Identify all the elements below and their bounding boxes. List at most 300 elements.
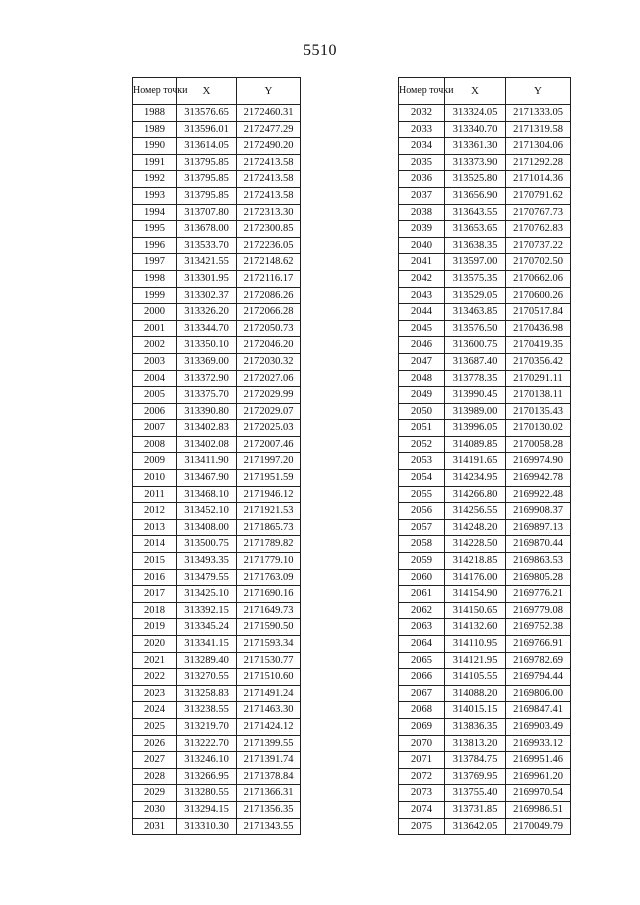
table-row	[399, 652, 571, 669]
cell-point-number: 2038	[399, 204, 445, 221]
cell-x: 313289.40	[177, 652, 237, 669]
cell-y: 2171530.77	[237, 652, 301, 669]
cell-x: 313219.70	[177, 718, 237, 735]
cell-y: 2172029.99	[237, 387, 301, 404]
cell-y: 2169794.44	[506, 669, 571, 686]
cell-y: 2171292.28	[506, 154, 571, 171]
page-number: 5510	[303, 42, 337, 59]
cell-x: 313707.80	[177, 204, 237, 221]
table-row	[399, 337, 571, 354]
cell-point-number: 2008	[133, 436, 177, 453]
cell-x: 313302.37	[177, 287, 237, 304]
cell-x: 313369.00	[177, 353, 237, 370]
cell-point-number: 2055	[399, 486, 445, 503]
cell-point-number: 1993	[133, 187, 177, 204]
cell-x: 314150.65	[445, 602, 506, 619]
cell-x: 313643.55	[445, 204, 506, 221]
cell-y: 2172007.46	[237, 436, 301, 453]
table-row	[133, 619, 301, 636]
table-row	[399, 121, 571, 138]
table-row	[399, 370, 571, 387]
cell-y: 2172066.28	[237, 304, 301, 321]
table-row	[133, 387, 301, 404]
table-row	[399, 553, 571, 570]
cell-point-number: 2040	[399, 237, 445, 254]
cell-point-number: 2049	[399, 387, 445, 404]
cell-y: 2172027.06	[237, 370, 301, 387]
table-row	[399, 204, 571, 221]
cell-x: 314228.50	[445, 536, 506, 553]
cell-point-number: 2050	[399, 403, 445, 420]
table-row	[399, 569, 571, 586]
cell-x: 313361.30	[445, 138, 506, 155]
cell-point-number: 2010	[133, 470, 177, 487]
table-row	[399, 154, 571, 171]
cell-y: 2170767.73	[506, 204, 571, 221]
table-row	[399, 304, 571, 321]
table-row	[133, 353, 301, 370]
cell-y: 2171649.73	[237, 602, 301, 619]
table-row	[133, 718, 301, 735]
cell-y: 2169776.21	[506, 586, 571, 603]
cell-point-number: 1999	[133, 287, 177, 304]
cell-y: 2169766.91	[506, 636, 571, 653]
table-row	[133, 602, 301, 619]
cell-point-number: 2060	[399, 569, 445, 586]
cell-x: 313996.05	[445, 420, 506, 437]
cell-point-number: 1990	[133, 138, 177, 155]
cell-point-number: 2046	[399, 337, 445, 354]
cell-y: 2172413.58	[237, 154, 301, 171]
cell-y: 2172490.20	[237, 138, 301, 155]
header-y: Y	[506, 78, 571, 105]
cell-x: 313258.83	[177, 685, 237, 702]
table-row	[133, 519, 301, 536]
cell-x: 313596.01	[177, 121, 237, 138]
cell-x: 313500.75	[177, 536, 237, 553]
cell-x: 313344.70	[177, 320, 237, 337]
table-row	[133, 735, 301, 752]
cell-y: 2170291.11	[506, 370, 571, 387]
cell-x: 313769.95	[445, 768, 506, 785]
cell-y: 2172236.05	[237, 237, 301, 254]
cell-y: 2169903.49	[506, 718, 571, 735]
cell-x: 313345.24	[177, 619, 237, 636]
cell-y: 2169779.08	[506, 602, 571, 619]
cell-y: 2171366.31	[237, 785, 301, 802]
cell-y: 2172030.32	[237, 353, 301, 370]
cell-x: 314218.85	[445, 553, 506, 570]
table-row	[133, 436, 301, 453]
table-row	[133, 204, 301, 221]
cell-y: 2172050.73	[237, 320, 301, 337]
cell-y: 2172477.29	[237, 121, 301, 138]
cell-y: 2170130.02	[506, 420, 571, 437]
table-row	[133, 652, 301, 669]
cell-y: 2170791.62	[506, 187, 571, 204]
cell-x: 313638.35	[445, 237, 506, 254]
cell-x: 313270.55	[177, 669, 237, 686]
cell-x: 313402.83	[177, 420, 237, 437]
cell-y: 2169782.69	[506, 652, 571, 669]
cell-point-number: 2069	[399, 718, 445, 735]
table-row	[133, 785, 301, 802]
cell-x: 314191.65	[445, 453, 506, 470]
cell-x: 313408.00	[177, 519, 237, 536]
cell-y: 2169870.44	[506, 536, 571, 553]
cell-point-number: 2024	[133, 702, 177, 719]
cell-x: 314015.15	[445, 702, 506, 719]
cell-y: 2172413.58	[237, 187, 301, 204]
cell-point-number: 2034	[399, 138, 445, 155]
table-row	[399, 503, 571, 520]
cell-y: 2170058.28	[506, 436, 571, 453]
cell-point-number: 2033	[399, 121, 445, 138]
cell-x: 313479.55	[177, 569, 237, 586]
cell-y: 2172086.26	[237, 287, 301, 304]
cell-y: 2169942.78	[506, 470, 571, 487]
cell-y: 2169922.48	[506, 486, 571, 503]
cell-x: 313452.10	[177, 503, 237, 520]
cell-point-number: 2037	[399, 187, 445, 204]
cell-point-number: 2073	[399, 785, 445, 802]
cell-y: 2170138.11	[506, 387, 571, 404]
cell-point-number: 2074	[399, 801, 445, 818]
cell-point-number: 2064	[399, 636, 445, 653]
cell-y: 2171590.50	[237, 619, 301, 636]
table-row	[133, 187, 301, 204]
cell-x: 314154.90	[445, 586, 506, 603]
cell-y: 2172046.20	[237, 337, 301, 354]
cell-point-number: 2043	[399, 287, 445, 304]
cell-point-number: 2005	[133, 387, 177, 404]
header-x: X	[177, 78, 237, 105]
cell-point-number: 2032	[399, 105, 445, 122]
cell-y: 2171921.53	[237, 503, 301, 520]
cell-x: 313402.08	[177, 436, 237, 453]
cell-y: 2169805.28	[506, 569, 571, 586]
table-row	[133, 453, 301, 470]
cell-point-number: 2057	[399, 519, 445, 536]
cell-point-number: 2075	[399, 818, 445, 835]
cell-x: 313989.00	[445, 403, 506, 420]
cell-point-number: 2054	[399, 470, 445, 487]
cell-y: 2169806.00	[506, 685, 571, 702]
table-row	[399, 403, 571, 420]
table-row	[399, 486, 571, 503]
cell-y: 2171343.55	[237, 818, 301, 835]
cell-x: 314121.95	[445, 652, 506, 669]
table-row	[133, 801, 301, 818]
table-row	[133, 237, 301, 254]
cell-x: 313222.70	[177, 735, 237, 752]
cell-x: 313341.15	[177, 636, 237, 653]
table-row	[133, 420, 301, 437]
cell-x: 313525.80	[445, 171, 506, 188]
cell-point-number: 2048	[399, 370, 445, 387]
table-row	[133, 470, 301, 487]
cell-x: 313392.15	[177, 602, 237, 619]
table-row	[399, 685, 571, 702]
table-row	[133, 536, 301, 553]
table-row	[399, 105, 571, 122]
cell-x: 314132.60	[445, 619, 506, 636]
cell-point-number: 1995	[133, 221, 177, 238]
cell-y: 2171424.12	[237, 718, 301, 735]
table-row	[399, 436, 571, 453]
cell-y: 2171951.59	[237, 470, 301, 487]
cell-point-number: 2019	[133, 619, 177, 636]
cell-x: 313795.85	[177, 171, 237, 188]
cell-y: 2171690.16	[237, 586, 301, 603]
cell-point-number: 2017	[133, 586, 177, 603]
cell-x: 314248.20	[445, 519, 506, 536]
cell-y: 2171789.82	[237, 536, 301, 553]
cell-x: 313529.05	[445, 287, 506, 304]
cell-x: 313390.80	[177, 403, 237, 420]
cell-y: 2170517.84	[506, 304, 571, 321]
cell-point-number: 2021	[133, 652, 177, 669]
table-row	[399, 237, 571, 254]
header-point-number: Номер точки	[133, 78, 177, 105]
cell-point-number: 2007	[133, 420, 177, 437]
cell-x: 313784.75	[445, 752, 506, 769]
cell-point-number: 1988	[133, 105, 177, 122]
cell-point-number: 2036	[399, 171, 445, 188]
cell-point-number: 2011	[133, 486, 177, 503]
cell-y: 2171463.30	[237, 702, 301, 719]
cell-x: 313731.85	[445, 801, 506, 818]
table-row	[399, 320, 571, 337]
cell-y: 2169961.20	[506, 768, 571, 785]
cell-x: 313425.10	[177, 586, 237, 603]
cell-y: 2171356.35	[237, 801, 301, 818]
cell-y: 2172148.62	[237, 254, 301, 271]
cell-x: 313656.90	[445, 187, 506, 204]
cell-point-number: 2063	[399, 619, 445, 636]
header-point-number: Номер точки	[399, 78, 445, 105]
table-row	[133, 569, 301, 586]
cell-point-number: 2071	[399, 752, 445, 769]
cell-y: 2171391.74	[237, 752, 301, 769]
coordinates-table-left	[132, 77, 301, 835]
table-row	[399, 470, 571, 487]
cell-y: 2169897.13	[506, 519, 571, 536]
cell-y: 2171946.12	[237, 486, 301, 503]
cell-point-number: 2014	[133, 536, 177, 553]
table-row	[133, 669, 301, 686]
cell-point-number: 2056	[399, 503, 445, 520]
cell-y: 2171865.73	[237, 519, 301, 536]
table-row	[133, 403, 301, 420]
cell-x: 314110.95	[445, 636, 506, 653]
table-row	[133, 768, 301, 785]
header-y: Y	[237, 78, 301, 105]
cell-y: 2169986.51	[506, 801, 571, 818]
cell-point-number: 2015	[133, 553, 177, 570]
cell-y: 2169847.41	[506, 702, 571, 719]
cell-x: 313238.55	[177, 702, 237, 719]
table-row	[133, 702, 301, 719]
cell-x: 313990.45	[445, 387, 506, 404]
cell-x: 313576.65	[177, 105, 237, 122]
table-row	[133, 553, 301, 570]
cell-point-number: 2000	[133, 304, 177, 321]
cell-point-number: 2072	[399, 768, 445, 785]
cell-point-number: 2023	[133, 685, 177, 702]
cell-point-number: 2027	[133, 752, 177, 769]
cell-x: 313597.00	[445, 254, 506, 271]
cell-x: 313678.00	[177, 221, 237, 238]
cell-point-number: 2031	[133, 818, 177, 835]
cell-x: 313280.55	[177, 785, 237, 802]
cell-x: 313467.90	[177, 470, 237, 487]
table-row	[133, 270, 301, 287]
table-row	[399, 387, 571, 404]
cell-point-number: 2035	[399, 154, 445, 171]
cell-point-number: 2052	[399, 436, 445, 453]
cell-x: 314266.80	[445, 486, 506, 503]
table-row	[399, 519, 571, 536]
cell-point-number: 2020	[133, 636, 177, 653]
cell-x: 313468.10	[177, 486, 237, 503]
cell-point-number: 2039	[399, 221, 445, 238]
table-row	[399, 420, 571, 437]
cell-point-number: 1992	[133, 171, 177, 188]
cell-point-number: 2053	[399, 453, 445, 470]
table-row	[399, 818, 571, 835]
cell-y: 2170356.42	[506, 353, 571, 370]
cell-point-number: 2070	[399, 735, 445, 752]
table-row	[133, 154, 301, 171]
table-row	[133, 320, 301, 337]
cell-y: 2171399.55	[237, 735, 301, 752]
cell-point-number: 1991	[133, 154, 177, 171]
cell-y: 2170737.22	[506, 237, 571, 254]
cell-x: 313421.55	[177, 254, 237, 271]
cell-y: 2171378.84	[237, 768, 301, 785]
cell-x: 313795.85	[177, 187, 237, 204]
table-row	[133, 503, 301, 520]
cell-point-number: 2065	[399, 652, 445, 669]
cell-y: 2170702.50	[506, 254, 571, 271]
cell-point-number: 2018	[133, 602, 177, 619]
cell-y: 2171304.06	[506, 138, 571, 155]
table-row	[399, 619, 571, 636]
table-row	[133, 337, 301, 354]
cell-x: 313266.95	[177, 768, 237, 785]
table-row	[133, 287, 301, 304]
cell-point-number: 2047	[399, 353, 445, 370]
cell-y: 2171763.09	[237, 569, 301, 586]
table-row	[399, 171, 571, 188]
cell-y: 2169970.54	[506, 785, 571, 802]
table-row	[399, 718, 571, 735]
table-row	[399, 270, 571, 287]
cell-x: 313372.90	[177, 370, 237, 387]
cell-point-number: 2012	[133, 503, 177, 520]
cell-x: 313778.35	[445, 370, 506, 387]
table-row	[399, 752, 571, 769]
table-row	[399, 187, 571, 204]
cell-y: 2172025.03	[237, 420, 301, 437]
cell-point-number: 1997	[133, 254, 177, 271]
cell-point-number: 2025	[133, 718, 177, 735]
cell-y: 2170049.79	[506, 818, 571, 835]
table-row	[133, 818, 301, 835]
cell-y: 2172460.31	[237, 105, 301, 122]
cell-point-number: 2022	[133, 669, 177, 686]
cell-x: 314105.55	[445, 669, 506, 686]
table-row	[133, 171, 301, 188]
cell-point-number: 2013	[133, 519, 177, 536]
table-row	[399, 669, 571, 686]
cell-y: 2172116.17	[237, 270, 301, 287]
cell-x: 313493.35	[177, 553, 237, 570]
table-row	[133, 586, 301, 603]
cell-point-number: 1996	[133, 237, 177, 254]
cell-x: 313795.85	[177, 154, 237, 171]
cell-y: 2170419.35	[506, 337, 571, 354]
cell-point-number: 2041	[399, 254, 445, 271]
table-row	[399, 785, 571, 802]
cell-point-number: 2026	[133, 735, 177, 752]
cell-point-number: 2002	[133, 337, 177, 354]
cell-point-number: 2067	[399, 685, 445, 702]
cell-point-number: 2006	[133, 403, 177, 420]
cell-y: 2171333.05	[506, 105, 571, 122]
table-row	[133, 370, 301, 387]
table-row	[399, 768, 571, 785]
cell-y: 2170600.26	[506, 287, 571, 304]
cell-point-number: 2045	[399, 320, 445, 337]
cell-x: 313246.10	[177, 752, 237, 769]
cell-y: 2171491.24	[237, 685, 301, 702]
table-row	[133, 304, 301, 321]
cell-point-number: 2016	[133, 569, 177, 586]
cell-x: 313373.90	[445, 154, 506, 171]
cell-point-number: 2009	[133, 453, 177, 470]
table-row	[399, 735, 571, 752]
cell-x: 313755.40	[445, 785, 506, 802]
cell-x: 313411.90	[177, 453, 237, 470]
cell-point-number: 1998	[133, 270, 177, 287]
cell-x: 313533.70	[177, 237, 237, 254]
cell-x: 313575.35	[445, 270, 506, 287]
table-row	[399, 586, 571, 603]
table-row	[399, 287, 571, 304]
cell-y: 2172313.30	[237, 204, 301, 221]
table-row	[399, 254, 571, 271]
cell-y: 2171510.60	[237, 669, 301, 686]
cell-x: 314234.95	[445, 470, 506, 487]
cell-point-number: 2059	[399, 553, 445, 570]
cell-x: 313324.05	[445, 105, 506, 122]
cell-y: 2171593.34	[237, 636, 301, 653]
cell-y: 2171014.36	[506, 171, 571, 188]
cell-x: 314176.00	[445, 569, 506, 586]
header-x: X	[445, 78, 506, 105]
table-row	[133, 138, 301, 155]
cell-x: 313653.65	[445, 221, 506, 238]
table-row	[133, 254, 301, 271]
table-row	[399, 453, 571, 470]
table-row	[133, 685, 301, 702]
cell-y: 2169752.38	[506, 619, 571, 636]
table-row	[133, 121, 301, 138]
cell-x: 314088.20	[445, 685, 506, 702]
table-row	[399, 536, 571, 553]
